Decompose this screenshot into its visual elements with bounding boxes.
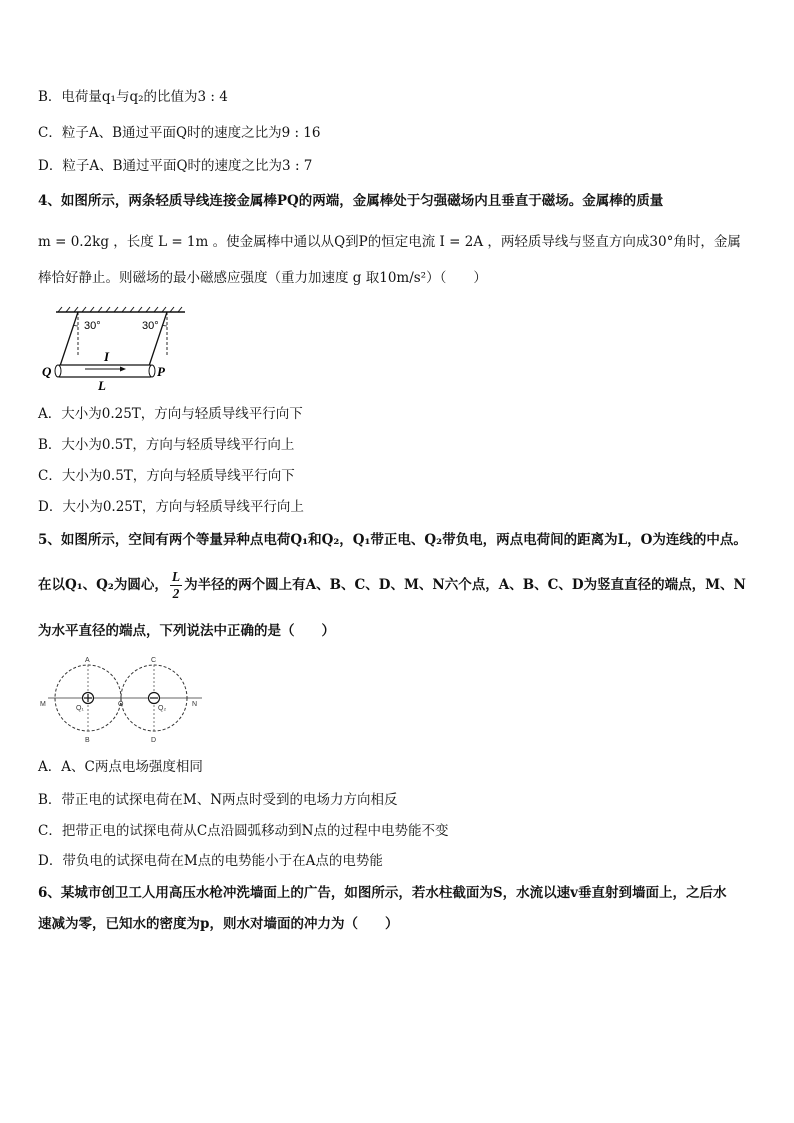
- q5-stem-line2: [38, 567, 772, 603]
- q5-option-d: D．带负电的试探电荷在M点的电势能小于在A点的电势能: [38, 853, 383, 869]
- q4-current-label: I: [104, 349, 110, 364]
- q5-radius-fraction: [170, 569, 182, 602]
- q5-option-a: A．A、C两点电场强度相同: [38, 759, 203, 775]
- q4-stem-line3: 棒恰好静止。则磁场的最小磁感应强度（重力加速度 g 取10m/s²）（ ）: [38, 270, 487, 286]
- q4-p-end-label: P: [157, 364, 165, 379]
- q5-stem-line3: 为水平直径的端点，下列说法中正确的是（ ）: [38, 623, 335, 639]
- q5-point-o-label: O: [118, 701, 124, 708]
- q5-option-b: B．带正电的试探电荷在M、N两点时受到的电场力方向相反: [38, 792, 398, 808]
- q5-charge-q2-label: Q₂: [158, 705, 167, 712]
- q5-point-a-label: A: [85, 657, 90, 664]
- q5-stem-line2-post: 为半径的两个圆上有A、B、C、D、M、N六个点，A、B、C、D为竖直直径的端点，M、N: [184, 577, 746, 593]
- q5-point-c-label: C: [151, 657, 157, 664]
- q5-stem-line2-pre: 在以Q₁、Q₂为圆心，: [38, 577, 168, 593]
- q4-option-b: B．大小为0.5T，方向与轻质导线平行向上: [38, 437, 295, 453]
- q4-option-d: D．大小为0.25T，方向与轻质导线平行向上: [38, 499, 304, 515]
- q5-charge-q1-label: Q₁: [76, 705, 84, 712]
- q4-angle-left-label: 30°: [84, 320, 101, 332]
- q5-point-b-label: B: [85, 737, 90, 744]
- q4-length-label: L: [98, 378, 106, 393]
- q5-stem-line1: 5、如图所示，空间有两个等量异种点电荷Q₁和Q₂，Q₁带正电、Q₂带负电，两点电荷间的距离为L，O为连线的中点。: [38, 532, 747, 548]
- q4-stem-line1: 4、如图所示，两条轻质导线连接金属棒PQ的两端，金属棒处于匀强磁场内且垂直于磁场。金属棒的质量: [38, 193, 664, 209]
- q6-stem-line1: 6、某城市创卫工人用高压水枪冲洗墙面上的广告，如图所示，若水柱截面为S，水流以速v垂直射到墙面上，之后水: [38, 885, 727, 901]
- q5-option-c: C．把带正电的试探电荷从C点沿圆弧移动到N点的过程中电势能不变: [38, 823, 449, 839]
- q5-point-n-label: N: [192, 701, 198, 708]
- q4-option-a: A．大小为0.25T，方向与轻质导线平行向下: [38, 406, 303, 422]
- q4-angle-right-label: 30°: [142, 320, 159, 332]
- q5-fraction-denominator: 2: [172, 586, 180, 601]
- q5-point-m-label: M: [40, 701, 46, 708]
- q4-q-end-label: Q: [42, 364, 52, 379]
- q3-option-b: B．电荷量q₁与q₂的比值为3 : 4: [38, 89, 228, 105]
- q4-stem-line2: m = 0.2kg ，长度 L = 1m 。使金属棒中通以从Q到P的恒定电流 I = 2A ，两轻质导线与竖直方向成30°角时，金属: [38, 234, 741, 250]
- q5-figure: [36, 652, 208, 748]
- q3-option-d: D．粒子A、B通过平面Q时的速度之比为3 : 7: [38, 158, 313, 174]
- q6-stem-line2: 速减为零，已知水的密度为p，则水对墙面的冲力为（ ）: [38, 916, 399, 932]
- q5-point-d-label: D: [151, 737, 157, 744]
- q4-figure: [40, 306, 190, 394]
- q4-option-c: C．大小为0.5T，方向与轻质导线平行向下: [38, 468, 295, 484]
- q3-option-c: C．粒子A、B通过平面Q时的速度之比为9 : 16: [38, 125, 321, 141]
- q5-fraction-numerator: L: [171, 569, 181, 584]
